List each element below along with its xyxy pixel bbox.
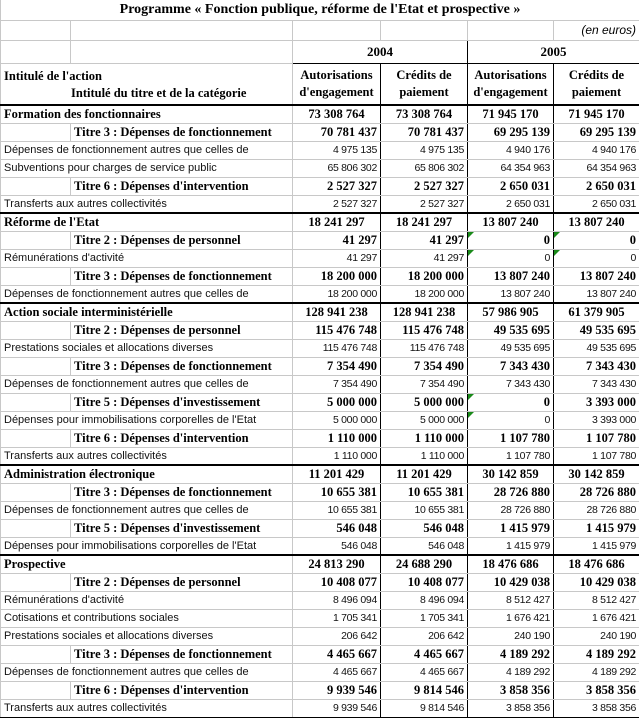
value-cell: 49 535 695 — [554, 321, 639, 339]
value-cell: 7 343 430 — [554, 357, 639, 375]
value-cell: 28 726 880 — [554, 483, 639, 501]
value-cell: 4 465 667 — [381, 645, 468, 663]
value-cell: 4 465 667 — [381, 663, 468, 681]
value-cell: 24 813 290 — [293, 555, 381, 573]
value-cell: 13 807 240 — [554, 267, 639, 285]
value-cell: 4 975 135 — [381, 141, 468, 159]
value-cell: 7 343 430 — [468, 375, 554, 393]
value-cell: 1 107 780 — [468, 447, 554, 465]
titre-row — [1, 231, 639, 249]
value-cell: 0 — [554, 249, 639, 267]
row-label: Titre 2 : Dépenses de personnel — [71, 231, 293, 249]
value-cell: 7 354 490 — [293, 357, 381, 375]
value-cell: 4 189 292 — [554, 645, 639, 663]
year-2004: 2004 — [293, 40, 468, 63]
indent-cell — [1, 123, 71, 141]
detail-row — [1, 447, 639, 465]
detail-row — [1, 591, 639, 609]
value-cell: 30 142 859 — [554, 465, 639, 483]
row-label: Titre 6 : Dépenses d'intervention — [71, 681, 293, 699]
value-cell: 73 308 764 — [293, 105, 381, 123]
detail-row — [1, 159, 639, 177]
header-labels — [1, 63, 293, 105]
indent-cell — [1, 357, 71, 375]
action-row — [1, 465, 639, 483]
col-ae-2005: Autorisations d'engagement — [468, 63, 554, 105]
title-row — [1, 0, 639, 20]
value-cell: 240 190 — [554, 627, 639, 645]
value-cell: 5 000 000 — [381, 411, 468, 429]
value-cell: 2 527 327 — [293, 195, 381, 213]
value-cell: 8 496 094 — [293, 591, 381, 609]
row-label: Titre 2 : Dépenses de personnel — [71, 321, 293, 339]
indent-cell — [1, 519, 71, 537]
value-cell: 546 048 — [293, 519, 381, 537]
value-cell: 115 476 748 — [381, 339, 468, 357]
titre-row — [1, 573, 639, 591]
year-2005: 2005 — [468, 40, 639, 63]
row-label: Dépenses de fonctionnement autres que celles de — [1, 141, 293, 159]
row-label: Prospective — [1, 555, 293, 573]
detail-row — [1, 375, 639, 393]
value-cell: 7 354 490 — [293, 375, 381, 393]
value-cell: 0 — [468, 393, 554, 411]
value-cell: 8 512 427 — [468, 591, 554, 609]
value-cell: 13 807 240 — [468, 285, 554, 303]
value-cell: 70 781 437 — [293, 123, 381, 141]
value-cell: 9 814 546 — [381, 699, 468, 717]
value-cell: 5 000 000 — [293, 411, 381, 429]
titre-row — [1, 357, 639, 375]
value-cell: 10 408 077 — [293, 573, 381, 591]
row-label: Rémunérations d'activité — [1, 249, 293, 267]
value-cell: 10 408 077 — [381, 573, 468, 591]
value-cell: 10 655 381 — [293, 501, 381, 519]
value-cell: 18 241 297 — [293, 213, 381, 231]
value-cell: 1 415 979 — [468, 519, 554, 537]
value-cell: 13 807 240 — [468, 267, 554, 285]
value-cell: 4 189 292 — [468, 663, 554, 681]
titre-row — [1, 393, 639, 411]
row-label: Réforme de l'Etat — [1, 213, 293, 231]
col-ae-2004: Autorisations d'engagement — [293, 63, 381, 105]
row-label: Titre 3 : Dépenses de fonctionnement — [71, 645, 293, 663]
row-label: Titre 3 : Dépenses de fonctionnement — [71, 357, 293, 375]
indent-cell — [1, 483, 71, 501]
row-label: Dépenses de fonctionnement autres que celles de — [1, 501, 293, 519]
value-cell: 71 945 170 — [468, 105, 554, 123]
value-cell: 546 048 — [381, 537, 468, 555]
indent-cell — [1, 231, 71, 249]
value-cell: 1 107 780 — [468, 429, 554, 447]
titre-header: Intitulé du titre et de la catégorie — [4, 85, 289, 102]
action-row — [1, 303, 639, 321]
row-label: Transferts aux autres collectivités — [1, 195, 293, 213]
value-cell: 41 297 — [381, 249, 468, 267]
value-cell: 28 726 880 — [554, 501, 639, 519]
value-cell: 30 142 859 — [468, 465, 554, 483]
unit-label: (en euros) — [554, 20, 639, 40]
value-cell: 4 465 667 — [293, 645, 381, 663]
value-cell: 7 343 430 — [554, 375, 639, 393]
value-cell: 2 650 031 — [468, 177, 554, 195]
value-cell: 1 107 780 — [554, 447, 639, 465]
indent-cell — [1, 681, 71, 699]
value-cell: 65 806 302 — [381, 159, 468, 177]
value-cell: 8 496 094 — [381, 591, 468, 609]
header-row — [1, 63, 639, 105]
row-label: Titre 3 : Dépenses de fonctionnement — [71, 123, 293, 141]
value-cell: 10 429 038 — [554, 573, 639, 591]
value-cell: 18 200 000 — [381, 285, 468, 303]
value-cell: 2 527 327 — [293, 177, 381, 195]
value-cell: 18 241 297 — [381, 213, 468, 231]
value-cell: 3 858 356 — [554, 681, 639, 699]
detail-row — [1, 627, 639, 645]
row-label: Rémunérations d'activité — [1, 591, 293, 609]
row-label: Action sociale interministérielle — [1, 303, 293, 321]
indent-cell — [1, 573, 71, 591]
value-cell: 41 297 — [293, 231, 381, 249]
col-cp-2005: Crédits de paiement — [554, 63, 639, 105]
value-cell: 4 189 292 — [554, 663, 639, 681]
detail-row — [1, 663, 639, 681]
value-cell: 115 476 748 — [381, 321, 468, 339]
row-label: Dépenses pour immobilisations corporelles de l'Etat — [1, 537, 293, 555]
row-label: Prestations sociales et allocations diverses — [1, 627, 293, 645]
row-label: Titre 2 : Dépenses de personnel — [71, 573, 293, 591]
row-label: Administration électronique — [1, 465, 293, 483]
value-cell: 49 535 695 — [554, 339, 639, 357]
detail-row — [1, 501, 639, 519]
indent-cell — [1, 321, 71, 339]
value-cell: 69 295 139 — [554, 123, 639, 141]
value-cell: 128 941 238 — [293, 303, 381, 321]
value-cell: 1 415 979 — [554, 519, 639, 537]
value-cell: 7 343 430 — [468, 357, 554, 375]
action-row — [1, 555, 639, 573]
titre-row — [1, 267, 639, 285]
row-label: Dépenses de fonctionnement autres que celles de — [1, 375, 293, 393]
value-cell: 0 — [554, 231, 639, 249]
value-cell: 10 655 381 — [381, 501, 468, 519]
titre-row — [1, 645, 639, 663]
titre-row — [1, 123, 639, 141]
detail-row — [1, 195, 639, 213]
value-cell: 115 476 748 — [293, 339, 381, 357]
value-cell: 1 676 421 — [468, 609, 554, 627]
value-cell: 18 200 000 — [381, 267, 468, 285]
years-row — [1, 40, 639, 63]
value-cell: 11 201 429 — [381, 465, 468, 483]
value-cell: 0 — [468, 249, 554, 267]
row-label: Titre 6 : Dépenses d'intervention — [71, 177, 293, 195]
action-row — [1, 105, 639, 123]
titre-row — [1, 519, 639, 537]
value-cell: 3 858 356 — [468, 681, 554, 699]
value-cell: 64 354 963 — [554, 159, 639, 177]
value-cell: 2 527 327 — [381, 177, 468, 195]
indent-cell — [1, 177, 71, 195]
value-cell: 65 806 302 — [293, 159, 381, 177]
row-label: Dépenses de fonctionnement autres que celles de — [1, 285, 293, 303]
value-cell: 11 201 429 — [293, 465, 381, 483]
value-cell: 1 415 979 — [554, 537, 639, 555]
indent-cell — [1, 429, 71, 447]
value-cell: 2 650 031 — [554, 177, 639, 195]
value-cell: 5 000 000 — [381, 393, 468, 411]
value-cell: 7 354 490 — [381, 375, 468, 393]
value-cell: 13 807 240 — [554, 285, 639, 303]
value-cell: 10 655 381 — [381, 483, 468, 501]
value-cell: 13 807 240 — [468, 213, 554, 231]
value-cell: 206 642 — [381, 627, 468, 645]
value-cell: 8 512 427 — [554, 591, 639, 609]
value-cell: 4 189 292 — [468, 645, 554, 663]
value-cell: 2 650 031 — [554, 195, 639, 213]
value-cell: 546 048 — [293, 537, 381, 555]
value-cell: 1 705 341 — [381, 609, 468, 627]
value-cell: 61 379 905 — [554, 303, 639, 321]
detail-row — [1, 249, 639, 267]
value-cell: 7 354 490 — [381, 357, 468, 375]
row-label: Titre 5 : Dépenses d'investissement — [71, 393, 293, 411]
value-cell: 64 354 963 — [468, 159, 554, 177]
indent-cell — [1, 393, 71, 411]
row-label: Titre 3 : Dépenses de fonctionnement — [71, 483, 293, 501]
value-cell: 9 939 546 — [293, 699, 381, 717]
value-cell: 71 945 170 — [554, 105, 639, 123]
action-header: Intitulé de l'action — [4, 68, 289, 85]
row-label: Transferts aux autres collectivités — [1, 699, 293, 717]
value-cell: 10 655 381 — [293, 483, 381, 501]
value-cell: 1 705 341 — [293, 609, 381, 627]
value-cell: 128 941 238 — [381, 303, 468, 321]
value-cell: 28 726 880 — [468, 501, 554, 519]
value-cell: 1 415 979 — [468, 537, 554, 555]
row-label: Transferts aux autres collectivités — [1, 447, 293, 465]
value-cell: 2 650 031 — [468, 195, 554, 213]
value-cell: 9 814 546 — [381, 681, 468, 699]
value-cell: 13 807 240 — [554, 213, 639, 231]
row-label: Cotisations et contributions sociales — [1, 609, 293, 627]
value-cell: 57 986 905 — [468, 303, 554, 321]
titre-row — [1, 177, 639, 195]
row-label: Titre 5 : Dépenses d'investissement — [71, 519, 293, 537]
value-cell: 1 110 000 — [381, 447, 468, 465]
value-cell: 18 200 000 — [293, 285, 381, 303]
row-label: Dépenses pour immobilisations corporelles de l'Etat — [1, 411, 293, 429]
value-cell: 10 429 038 — [468, 573, 554, 591]
value-cell: 70 781 437 — [381, 123, 468, 141]
action-row — [1, 213, 639, 231]
value-cell: 18 200 000 — [293, 267, 381, 285]
row-label: Prestations sociales et allocations diverses — [1, 339, 293, 357]
value-cell: 1 110 000 — [293, 447, 381, 465]
value-cell: 4 975 135 — [293, 141, 381, 159]
value-cell: 240 190 — [468, 627, 554, 645]
value-cell: 206 642 — [293, 627, 381, 645]
detail-row — [1, 609, 639, 627]
detail-row — [1, 339, 639, 357]
value-cell: 3 393 000 — [554, 393, 639, 411]
col-cp-2004: Crédits de paiement — [381, 63, 468, 105]
value-cell: 4 940 176 — [554, 141, 639, 159]
detail-row — [1, 537, 639, 555]
value-cell: 0 — [468, 231, 554, 249]
value-cell: 18 476 686 — [554, 555, 639, 573]
value-cell: 24 688 290 — [381, 555, 468, 573]
value-cell: 28 726 880 — [468, 483, 554, 501]
unit-row — [1, 20, 639, 40]
detail-row — [1, 411, 639, 429]
value-cell: 73 308 764 — [381, 105, 468, 123]
value-cell: 9 939 546 — [293, 681, 381, 699]
titre-row — [1, 483, 639, 501]
indent-cell — [1, 267, 71, 285]
titre-row — [1, 321, 639, 339]
value-cell: 1 110 000 — [381, 429, 468, 447]
value-cell: 3 858 356 — [554, 699, 639, 717]
detail-row — [1, 285, 639, 303]
value-cell: 41 297 — [381, 231, 468, 249]
value-cell: 3 858 356 — [468, 699, 554, 717]
value-cell: 3 393 000 — [554, 411, 639, 429]
value-cell: 1 676 421 — [554, 609, 639, 627]
row-label: Dépenses de fonctionnement autres que celles de — [1, 663, 293, 681]
value-cell: 41 297 — [293, 249, 381, 267]
titre-row — [1, 429, 639, 447]
page-title: Programme « Fonction publique, réforme de l'Etat et prospective » — [1, 0, 639, 20]
value-cell: 115 476 748 — [293, 321, 381, 339]
value-cell: 49 535 695 — [468, 339, 554, 357]
row-label: Titre 3 : Dépenses de fonctionnement — [71, 267, 293, 285]
value-cell: 4 465 667 — [293, 663, 381, 681]
detail-row — [1, 141, 639, 159]
value-cell: 546 048 — [381, 519, 468, 537]
value-cell: 4 940 176 — [468, 141, 554, 159]
detail-row — [1, 699, 639, 717]
titre-row — [1, 681, 639, 699]
value-cell: 2 527 327 — [381, 195, 468, 213]
value-cell: 69 295 139 — [468, 123, 554, 141]
value-cell: 18 476 686 — [468, 555, 554, 573]
value-cell: 49 535 695 — [468, 321, 554, 339]
row-label: Subventions pour charges de service public — [1, 159, 293, 177]
row-label: Formation des fonctionnaires — [1, 105, 293, 123]
row-label: Titre 6 : Dépenses d'intervention — [71, 429, 293, 447]
value-cell: 1 110 000 — [293, 429, 381, 447]
value-cell: 0 — [468, 411, 554, 429]
indent-cell — [1, 645, 71, 663]
value-cell: 1 107 780 — [554, 429, 639, 447]
value-cell: 5 000 000 — [293, 393, 381, 411]
